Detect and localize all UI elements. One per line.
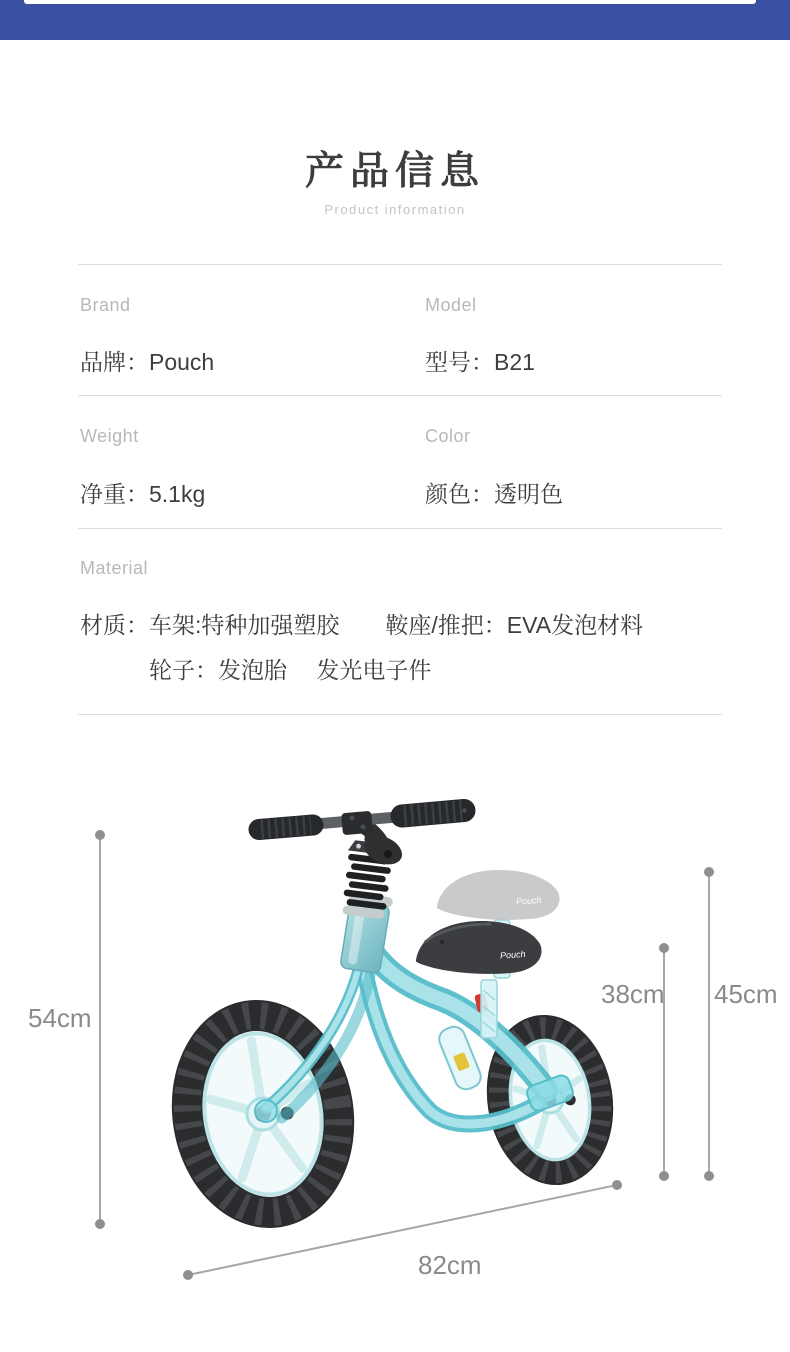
top-notch	[24, 0, 756, 4]
material-value-line2: 轮子：发泡胎 发光电子件	[149, 657, 432, 683]
model-label: Model	[425, 295, 477, 315]
brand-label: Brand	[80, 295, 131, 315]
page-title: 产品信息	[304, 150, 485, 193]
page-subtitle: Product information	[324, 202, 466, 217]
divider	[78, 264, 722, 265]
dimension-dot	[704, 867, 714, 877]
material-label: Material	[80, 558, 149, 578]
dimension-dot	[704, 1171, 714, 1181]
product-image	[80, 780, 640, 1250]
dimension-dot	[612, 1180, 622, 1190]
overall-height-label: 54cm	[28, 1003, 92, 1033]
divider	[78, 714, 722, 715]
handlebar-height-label: 45cm	[714, 979, 778, 1009]
overall-height-line	[99, 835, 101, 1224]
handlebar	[258, 808, 467, 835]
weight-value: 净重：5.1kg	[80, 481, 206, 507]
brand-value: 品牌：Pouch	[80, 349, 215, 375]
divider	[78, 395, 722, 396]
handlebar-height-line	[708, 872, 710, 1176]
seat-logo: Pouch	[499, 948, 526, 961]
seat-height-label: 38cm	[601, 979, 665, 1009]
weight-label: Weight	[80, 426, 139, 446]
color-label: Color	[425, 426, 471, 446]
seat-logo: Pouch	[515, 894, 542, 907]
material-value-line1: 材质：车架:特种加强塑胶 鞍座/推把：EVA发泡材料	[80, 612, 644, 638]
dimension-dot	[183, 1270, 193, 1280]
dimension-dot	[659, 1171, 669, 1181]
dimension-dot	[95, 830, 105, 840]
divider	[78, 528, 722, 529]
color-value: 颜色：透明色	[425, 481, 563, 507]
length-label: 82cm	[418, 1250, 482, 1280]
seat	[416, 921, 542, 974]
dimension-dot	[95, 1219, 105, 1229]
top-accent-bar	[0, 0, 790, 40]
dimension-dot	[659, 943, 669, 953]
model-value: 型号：B21	[425, 349, 535, 375]
ghost-seat	[437, 870, 560, 920]
